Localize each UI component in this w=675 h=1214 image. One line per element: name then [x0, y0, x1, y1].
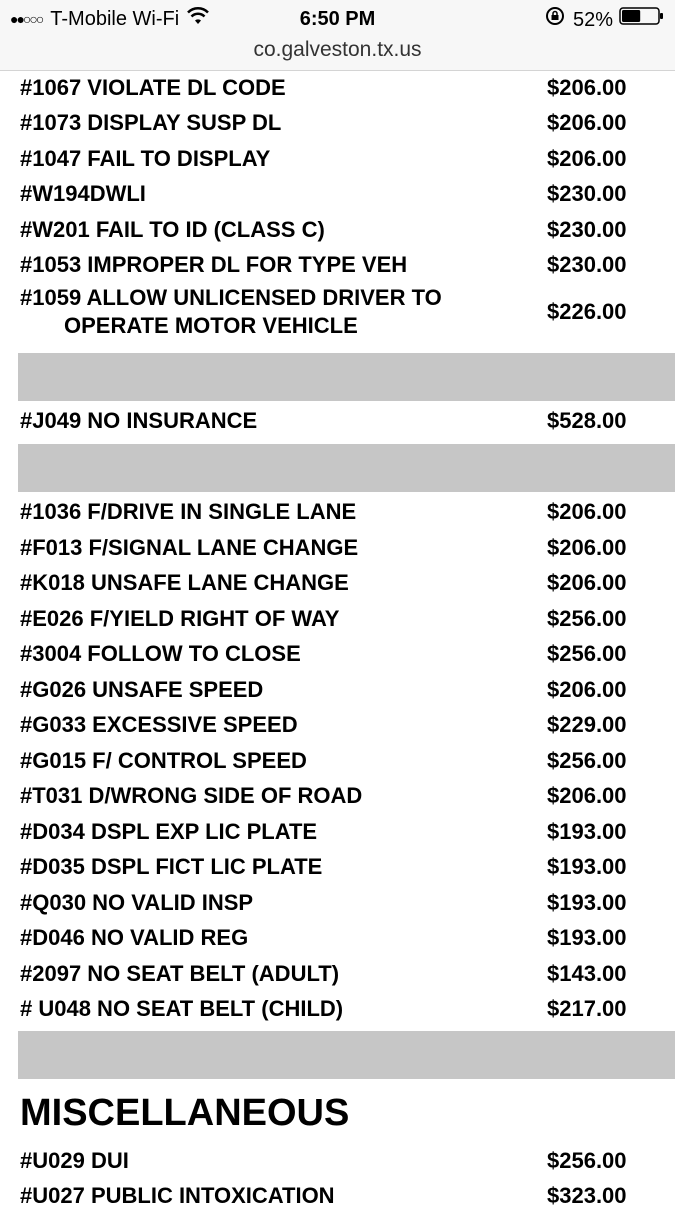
fine-amount: $206.00 [547, 499, 627, 525]
fine-group-insurance [0, 403, 675, 439]
table-row [0, 530, 675, 566]
fine-amount: $230.00 [547, 181, 627, 207]
fine-description-line2: OPERATE MOTOR VEHICLE [20, 312, 520, 340]
fine-group-moving [0, 495, 675, 1028]
fine-amount: $193.00 [547, 819, 627, 845]
fine-amount: $143.00 [547, 961, 627, 987]
status-right [545, 6, 665, 33]
fine-amount: $528.00 [547, 408, 627, 434]
fine-description: #G033 EXCESSIVE SPEED [20, 711, 520, 739]
fine-group-license [0, 70, 675, 283]
fine-description: #1067 VIOLATE DL CODE [20, 74, 520, 102]
fine-description: #J049 NO INSURANCE [20, 407, 520, 435]
fine-description: # U048 NO SEAT BELT (CHILD) [20, 995, 520, 1023]
separator-bar [18, 353, 675, 401]
fine-description: #K018 UNSAFE LANE CHANGE [20, 569, 520, 597]
carrier-label: T-Mobile Wi-Fi [50, 6, 179, 32]
fine-amount: $217.00 [547, 996, 627, 1022]
fine-description: #U027 PUBLIC INTOXICATION [20, 1182, 520, 1210]
fines-table [0, 70, 675, 1214]
fine-description [20, 284, 520, 340]
fine-amount: $226.00 [547, 299, 627, 325]
fine-amount: $206.00 [547, 146, 627, 172]
fine-amount: $229.00 [547, 712, 627, 738]
table-row [0, 885, 675, 921]
fine-amount: $206.00 [547, 535, 627, 561]
fine-description: #W194DWLI [20, 180, 520, 208]
table-row [0, 106, 675, 142]
fine-amount: $206.00 [547, 110, 627, 136]
fine-description: #1073 DISPLAY SUSP DL [20, 109, 520, 137]
fine-group-misc [0, 1143, 675, 1214]
table-row [0, 141, 675, 177]
fine-description: #Q030 NO VALID INSP [20, 889, 520, 917]
fine-description: #D035 DSPL FICT LIC PLATE [20, 853, 520, 881]
signal-dots-icon: ●●○○○ [10, 6, 42, 32]
table-row [0, 992, 675, 1028]
table-row [0, 283, 675, 341]
table-row [0, 1179, 675, 1214]
fine-description: #1047 FAIL TO DISPLAY [20, 145, 520, 173]
fine-description: #G026 UNSAFE SPEED [20, 676, 520, 704]
fine-amount: $193.00 [547, 890, 627, 916]
table-row [0, 566, 675, 602]
fine-amount: $256.00 [547, 641, 627, 667]
table-row [0, 1143, 675, 1179]
fine-amount: $206.00 [547, 677, 627, 703]
browser-chrome [0, 0, 675, 71]
table-row [0, 601, 675, 637]
battery-percent: 52% [573, 7, 613, 33]
table-row [0, 248, 675, 284]
fine-amount: $323.00 [547, 1183, 627, 1209]
table-row [0, 743, 675, 779]
fine-description: #G015 F/ CONTROL SPEED [20, 747, 520, 775]
fine-description: #D046 NO VALID REG [20, 924, 520, 952]
table-row [0, 850, 675, 886]
fine-description: #W201 FAIL TO ID (CLASS C) [20, 216, 520, 244]
fine-description: #1053 IMPROPER DL FOR TYPE VEH [20, 251, 520, 279]
fine-description: #U029 DUI [20, 1147, 520, 1175]
fine-amount: $206.00 [547, 783, 627, 809]
fine-amount: $256.00 [547, 748, 627, 774]
table-row [0, 672, 675, 708]
status-time: 6:50 PM [0, 6, 675, 32]
fine-description: #T031 D/WRONG SIDE OF ROAD [20, 782, 520, 810]
separator-bar [18, 444, 675, 492]
table-row [0, 956, 675, 992]
battery-icon [619, 6, 665, 33]
fine-amount: $193.00 [547, 854, 627, 880]
table-row [0, 708, 675, 744]
fine-amount: $206.00 [547, 75, 627, 101]
fine-description: #D034 DSPL EXP LIC PLATE [20, 818, 520, 846]
separator-bar [18, 1031, 675, 1079]
table-row [0, 212, 675, 248]
table-row [0, 814, 675, 850]
fine-amount: $206.00 [547, 570, 627, 596]
table-row [0, 70, 675, 106]
fine-description: #E026 F/YIELD RIGHT OF WAY [20, 605, 520, 633]
fine-amount: $193.00 [547, 925, 627, 951]
table-row [0, 403, 675, 439]
fine-amount: $256.00 [547, 1148, 627, 1174]
fine-description: #3004 FOLLOW TO CLOSE [20, 640, 520, 668]
fine-amount: $230.00 [547, 217, 627, 243]
fine-description: #2097 NO SEAT BELT (ADULT) [20, 960, 520, 988]
table-row [0, 921, 675, 957]
fine-description: #F013 F/SIGNAL LANE CHANGE [20, 534, 520, 562]
fine-amount: $256.00 [547, 606, 627, 632]
fine-description: #1036 F/DRIVE IN SINGLE LANE [20, 498, 520, 526]
table-row [0, 495, 675, 531]
url-bar[interactable]: co.galveston.tx.us [0, 37, 675, 63]
table-row [0, 177, 675, 213]
fine-description-line1: #1059 ALLOW UNLICENSED DRIVER TO [20, 285, 442, 310]
fine-amount: $230.00 [547, 252, 627, 278]
table-row [0, 637, 675, 673]
table-row [0, 779, 675, 815]
section-heading-miscellaneous: MISCELLANEOUS [0, 1083, 675, 1143]
rotation-lock-icon [545, 6, 565, 33]
